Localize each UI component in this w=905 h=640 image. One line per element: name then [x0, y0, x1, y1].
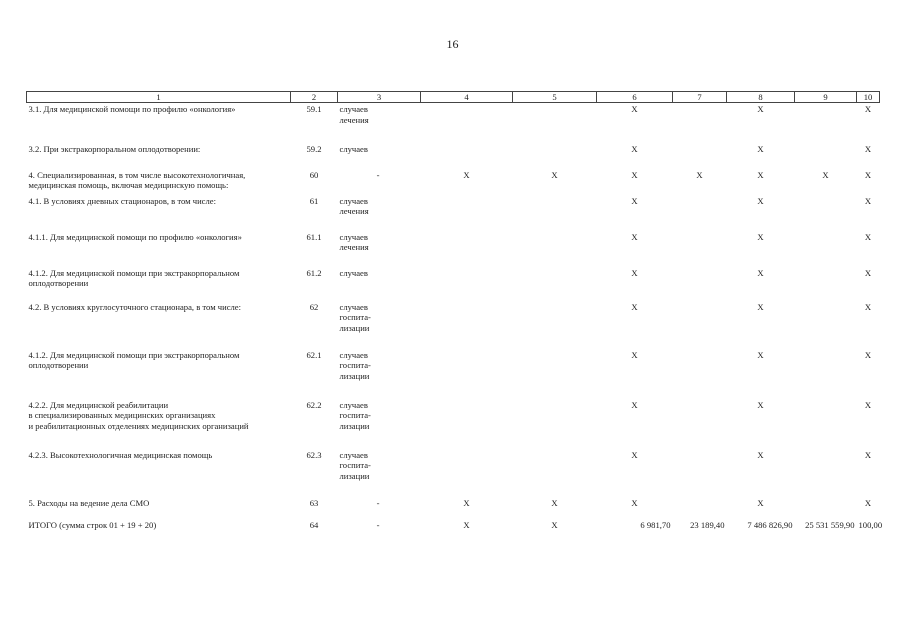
row-code: 62.2 — [306, 399, 322, 410]
cell-c5: X — [551, 519, 558, 530]
row-unit — [338, 301, 421, 349]
row-code: 61.1 — [306, 231, 322, 242]
row-unit — [338, 267, 421, 301]
row-code: 60 — [309, 169, 319, 180]
cell-c10: X — [864, 267, 872, 278]
row-name — [27, 449, 291, 497]
row-name — [27, 301, 291, 349]
row-unit — [338, 103, 421, 143]
table-row — [27, 267, 880, 301]
cell-c4 — [421, 195, 513, 231]
cell-c4: X — [463, 497, 470, 508]
cell-c6: X — [631, 449, 638, 460]
row-code: 63 — [309, 497, 319, 508]
row-name-line: оплодотворении — [28, 278, 89, 289]
cell-c9: X — [822, 169, 829, 180]
cell-c9 — [795, 449, 857, 497]
table-row — [27, 449, 880, 497]
cell-c6: X — [631, 301, 638, 312]
row-unit — [338, 349, 421, 399]
row-unit-line: госпита- — [339, 460, 371, 471]
row-name-line: 4.1. В условиях дневных стационаров, в том числе: — [28, 195, 216, 206]
cell-c8: X — [757, 267, 764, 278]
row-unit-line: госпита- — [339, 360, 371, 371]
cell-c4 — [421, 399, 513, 449]
cell-c8: X — [757, 399, 764, 410]
cell-c7 — [673, 301, 727, 349]
row-unit-line: лечения — [339, 114, 369, 125]
row-unit-line: случаев — [339, 349, 368, 360]
row-unit-line: случаев — [339, 195, 368, 206]
cell-c9 — [795, 267, 857, 301]
cell-c10: X — [864, 104, 872, 114]
row-unit-line: - — [376, 519, 380, 530]
table-row — [27, 143, 880, 169]
row-unit — [338, 399, 421, 449]
cell-c6: X — [631, 399, 638, 410]
row-unit-line: лизации — [339, 420, 370, 431]
row-unit — [338, 231, 421, 267]
table-row — [27, 195, 880, 231]
row-unit — [338, 449, 421, 497]
cell-c5 — [513, 231, 597, 267]
row-name — [27, 497, 291, 519]
cell-c9 — [795, 103, 857, 143]
cell-c5 — [513, 103, 597, 143]
row-code: 62.3 — [306, 449, 322, 460]
cell-c9 — [795, 231, 857, 267]
row-code: 61.2 — [306, 267, 322, 278]
row-name-line: ИТОГО (сумма строк 01 + 19 + 20) — [28, 519, 157, 530]
cell-c6: X — [631, 169, 638, 180]
cell-c8: X — [757, 169, 764, 180]
row-unit-line: лечения — [339, 242, 369, 253]
row-unit-line: лизации — [339, 470, 370, 481]
cell-c10: X — [864, 301, 872, 312]
row-name-line: 4.2.3. Высокотехнологичная медицинская помощь — [28, 449, 213, 460]
row-name-line: 4. Специализированная, в том числе высокотехнологичная, — [28, 169, 246, 180]
row-unit-line: случаев — [339, 143, 368, 154]
row-code: 62.1 — [306, 349, 322, 360]
cell-c8: 7 486 826,90 — [747, 519, 793, 530]
row-unit-line: случаев — [339, 399, 368, 410]
row-unit-line: лизации — [339, 322, 370, 333]
table-row — [27, 519, 880, 535]
row-unit-line: лизации — [339, 370, 370, 381]
row-unit-line: - — [376, 169, 380, 180]
row-code: 64 — [309, 519, 319, 530]
row-name — [27, 519, 291, 535]
cell-c6: X — [631, 231, 638, 242]
cell-c7 — [673, 143, 727, 169]
cell-c4 — [421, 349, 513, 399]
row-name-line: 3.1. Для медицинской помощи по профилю «онкология» — [28, 104, 236, 114]
row-name — [27, 231, 291, 267]
cell-c10: X — [864, 169, 872, 180]
row-code: 59.2 — [306, 143, 322, 154]
cell-c6: X — [631, 349, 638, 360]
column-number: 4 — [421, 92, 513, 103]
cell-c9 — [795, 497, 857, 519]
table-row — [27, 399, 880, 449]
row-name — [27, 195, 291, 231]
column-number: 8 — [727, 92, 795, 103]
row-name-line: 4.1.1. Для медицинской помощи по профилю «онкология» — [28, 231, 242, 242]
cell-c9 — [795, 195, 857, 231]
page-number: 16 — [446, 37, 459, 51]
column-number: 7 — [673, 92, 727, 103]
cell-c5 — [513, 449, 597, 497]
row-unit-line: случаев — [339, 301, 368, 312]
cell-c6: X — [631, 267, 638, 278]
cell-c4 — [421, 103, 513, 143]
row-name-line: 4.1.2. Для медицинской помощи при экстракорпоральном — [28, 349, 240, 360]
cell-c6: X — [631, 143, 638, 154]
row-unit-line: лечения — [339, 206, 369, 217]
cell-c4: X — [463, 519, 470, 530]
cell-c5: X — [551, 169, 558, 180]
cell-c8: X — [757, 104, 764, 114]
cell-c8: X — [757, 231, 764, 242]
cell-c10: X — [864, 497, 872, 508]
cell-c7 — [673, 399, 727, 449]
cell-c4 — [421, 267, 513, 301]
cell-c5 — [513, 143, 597, 169]
cell-c6: X — [631, 104, 638, 114]
row-name-line: 4.1.2. Для медицинской помощи при экстракорпоральном — [28, 267, 240, 278]
cell-c5 — [513, 301, 597, 349]
row-name-line: 4.2.2. Для медицинской реабилитации — [28, 399, 169, 410]
cell-c8: X — [757, 449, 764, 460]
cell-c8: X — [757, 195, 764, 206]
cell-c7 — [673, 449, 727, 497]
cell-c10: X — [864, 349, 872, 360]
cell-c9 — [795, 301, 857, 349]
table-body — [27, 103, 883, 535]
row-unit — [338, 497, 421, 519]
cell-c4 — [421, 449, 513, 497]
cell-c5 — [513, 195, 597, 231]
row-unit — [338, 169, 421, 195]
column-number: 3 — [338, 92, 421, 103]
table-row — [27, 497, 880, 519]
report-table — [26, 91, 883, 535]
row-name — [27, 399, 291, 449]
row-unit-line: случаев — [339, 104, 368, 114]
table-row — [27, 301, 880, 349]
cell-c8: X — [757, 143, 764, 154]
row-name — [27, 169, 291, 195]
row-unit-line: случаев — [339, 231, 368, 242]
row-name-line: медицинская помощь, включая медицинскую помощь: — [28, 180, 229, 191]
cell-c7 — [673, 349, 727, 399]
row-code: 59.1 — [306, 104, 322, 114]
row-name-line: оплодотворении — [28, 360, 89, 371]
cell-c7 — [673, 195, 727, 231]
table-row — [27, 169, 880, 195]
table-row — [27, 349, 880, 399]
cell-c6: X — [631, 195, 638, 206]
row-name — [27, 267, 291, 301]
cell-c5: X — [551, 497, 558, 508]
cell-c9 — [795, 143, 857, 169]
row-unit — [338, 143, 421, 169]
row-name-line: и реабилитационных отделениях медицинских организаций — [28, 420, 249, 431]
cell-c9: 25 531 559,90 — [805, 519, 855, 530]
cell-c10: X — [864, 449, 872, 460]
cell-c9 — [795, 399, 857, 449]
cell-c8: X — [757, 301, 764, 312]
cell-c7 — [673, 231, 727, 267]
row-name — [27, 103, 291, 143]
cell-c5 — [513, 349, 597, 399]
cell-c10: X — [864, 231, 872, 242]
cell-c7 — [673, 497, 727, 519]
row-unit — [338, 195, 421, 231]
cell-c10: X — [864, 399, 872, 410]
cell-c4: X — [463, 169, 470, 180]
cell-c7 — [673, 103, 727, 143]
row-unit-line: случаев — [339, 449, 368, 460]
cell-c7: 23 189,40 — [690, 519, 725, 530]
cell-c6: 6 981,70 — [640, 519, 671, 530]
table-row — [27, 103, 880, 143]
row-unit-line: госпита- — [339, 410, 371, 421]
cell-c4 — [421, 301, 513, 349]
cell-c4 — [421, 231, 513, 267]
cell-c5 — [513, 399, 597, 449]
column-number: 6 — [597, 92, 673, 103]
column-number: 1 — [27, 92, 291, 103]
row-code: 61 — [309, 195, 319, 206]
table-row — [27, 231, 880, 267]
cell-c8: X — [757, 497, 764, 508]
row-name-line: в специализированных медицинских организациях — [28, 410, 216, 421]
row-unit-line: - — [376, 497, 380, 508]
row-unit — [338, 519, 421, 535]
row-name-line: 4.2. В условиях круглосуточного стационара, в том числе: — [28, 301, 242, 312]
row-name — [27, 143, 291, 169]
cell-c9 — [795, 349, 857, 399]
cell-c6: X — [631, 497, 638, 508]
cell-c4 — [421, 143, 513, 169]
cell-c10: X — [864, 143, 872, 154]
row-name-line: 3.2. При экстракорпоральном оплодотворении: — [28, 143, 201, 154]
cell-c8: X — [757, 349, 764, 360]
column-number-row — [27, 92, 880, 103]
column-number: 5 — [513, 92, 597, 103]
row-unit-line: случаев — [339, 267, 368, 278]
row-unit-line: госпита- — [339, 312, 371, 323]
row-code: 62 — [309, 301, 319, 312]
cell-c10: X — [864, 195, 872, 206]
cell-c10: 100,00 — [858, 519, 883, 530]
cell-c5 — [513, 267, 597, 301]
cell-c7 — [673, 267, 727, 301]
row-name-line: 5. Расходы на ведение дела СМО — [28, 497, 150, 508]
cell-c7: X — [696, 169, 703, 180]
column-number: 2 — [291, 92, 338, 103]
row-name — [27, 349, 291, 399]
column-number: 10 — [857, 92, 880, 103]
column-number: 9 — [795, 92, 857, 103]
